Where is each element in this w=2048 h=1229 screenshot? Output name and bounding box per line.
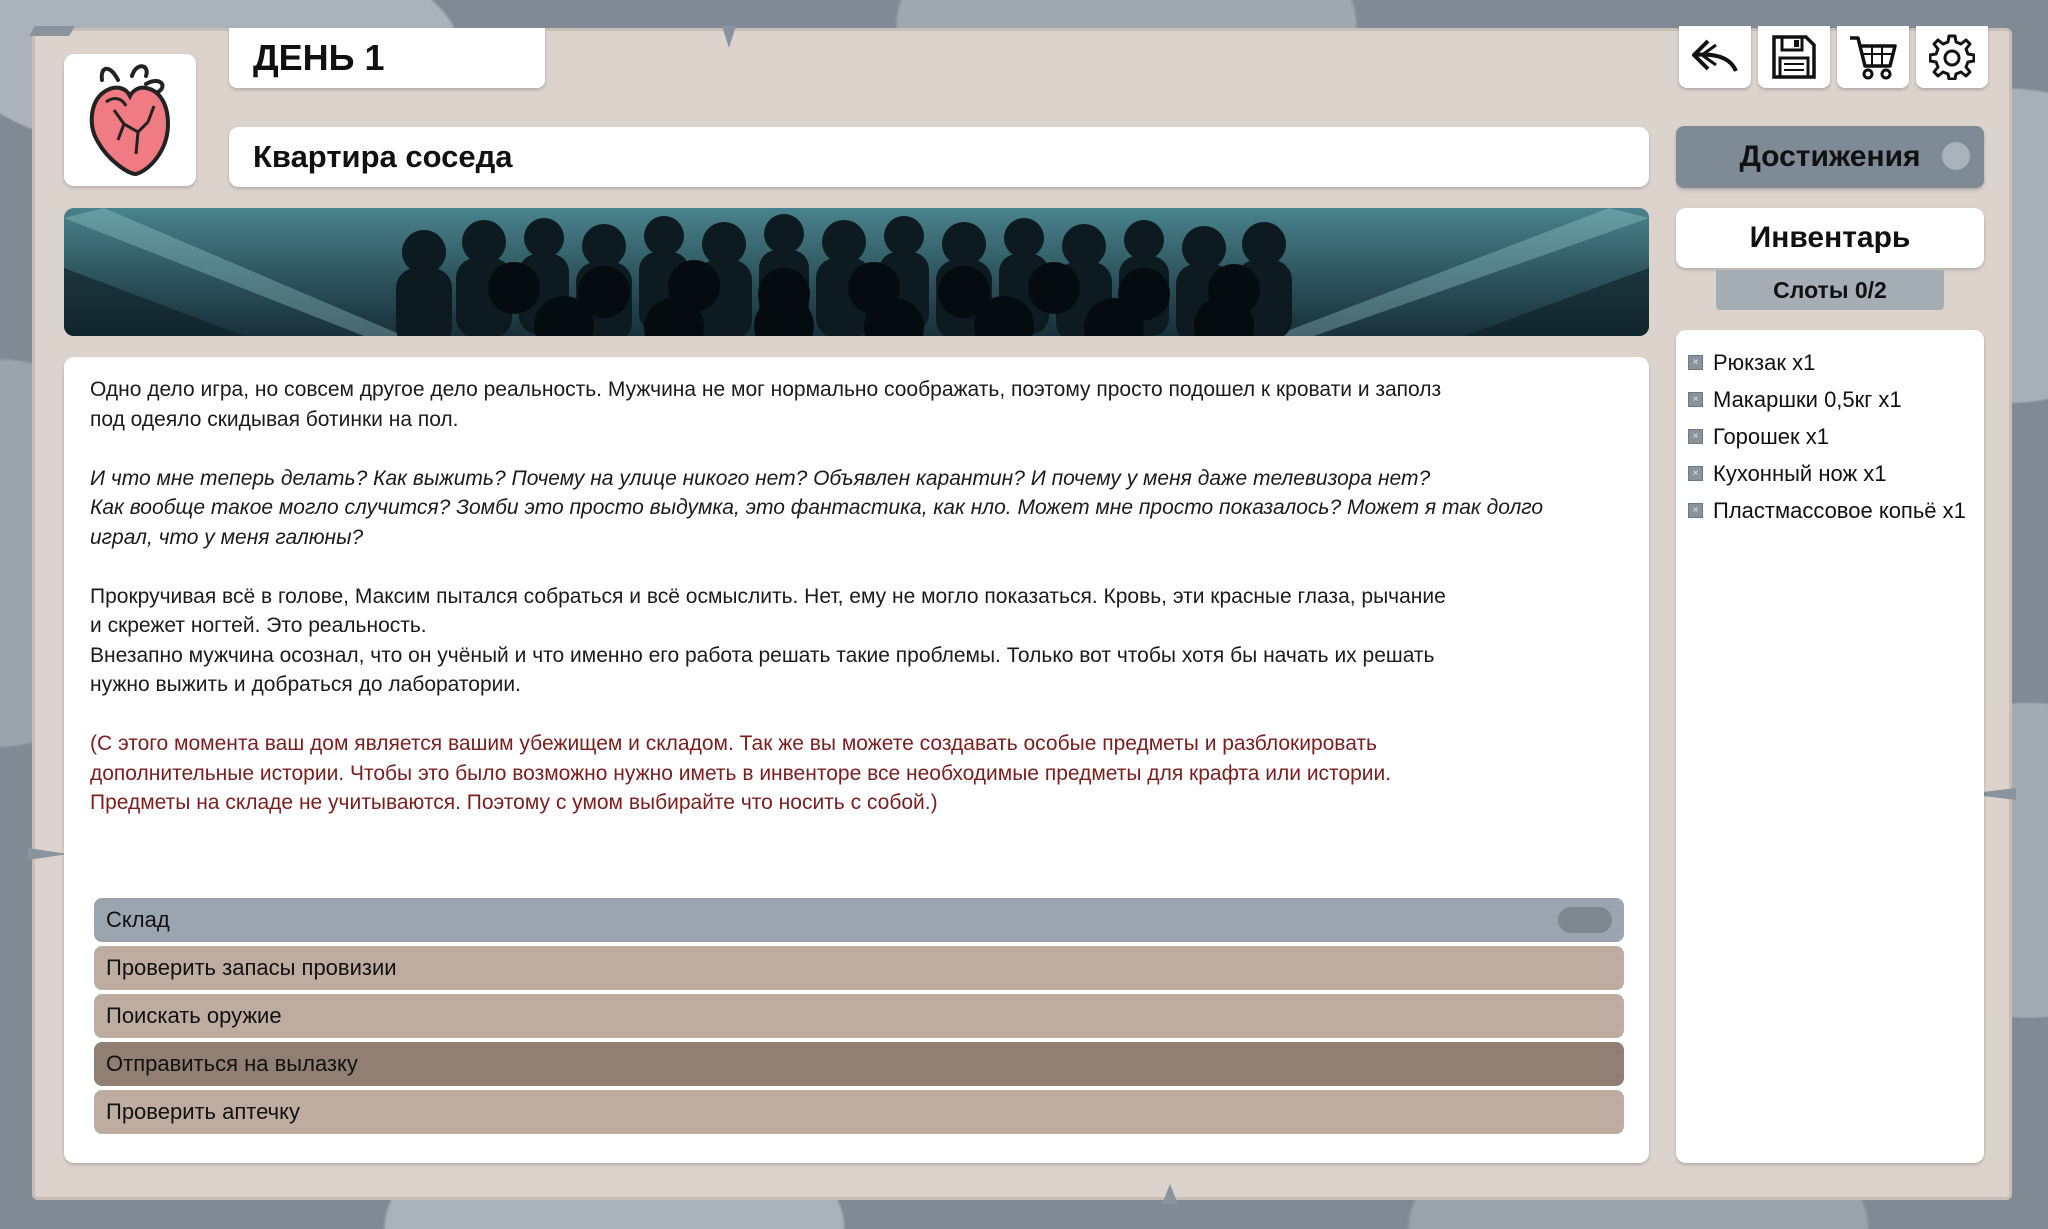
back-button[interactable] <box>1679 26 1751 88</box>
inventory-slots <box>1716 270 1944 310</box>
inventory-item[interactable] <box>1688 381 1972 418</box>
crowd-silhouette-image <box>64 208 1649 336</box>
location-title <box>229 127 1649 187</box>
anatomical-heart-icon <box>88 62 172 178</box>
inventory-item[interactable] <box>1688 455 1972 492</box>
story-paragraph: Одно дело игра, но совсем другое дело реальность. Мужчина не мог нормально соображать, поэтому просто подошел к кровати и заполз под одеяло скидывая ботинки на пол. <box>90 378 1442 431</box>
inventory-header <box>1676 208 1984 268</box>
achievements-label: Достижения <box>1739 140 1921 173</box>
scene-banner-image <box>64 208 1649 336</box>
inventory-item-label: Горошек х1 <box>1713 423 1830 449</box>
inventory-list <box>1676 330 1984 1163</box>
remove-item-icon[interactable]: × <box>1688 392 1703 407</box>
choice-label: Проверить запасы провизии <box>106 955 397 980</box>
choice-label: Проверить аптечку <box>106 1099 300 1124</box>
save-button[interactable] <box>1758 26 1830 88</box>
remove-item-icon[interactable]: × <box>1688 466 1703 481</box>
inventory-item[interactable] <box>1688 344 1972 381</box>
back-arrow-icon <box>1690 37 1740 77</box>
inventory-item-label: Макаршки 0,5кг х1 <box>1713 386 1902 412</box>
choice-label: Отправиться на вылазку <box>106 1051 358 1076</box>
choice-check-first-aid[interactable] <box>94 1090 1624 1134</box>
achievements-button[interactable] <box>1676 126 1984 188</box>
remove-item-icon[interactable]: × <box>1688 429 1703 444</box>
remove-item-icon[interactable]: × <box>1688 355 1703 370</box>
inventory-item[interactable] <box>1688 492 1972 529</box>
choice-list <box>94 898 1624 1138</box>
story-paragraph: Прокручивая всё в голове, Максим пытался собраться и всё осмыслить. Нет, ему не могло показаться. Кровь, эти красные глаза, рычание и скрежет ногтей. Это реальность. Внезапно мужчина осознал, что он учёный и что именно его работа решать такие проблемы. Только вот чтобы хотя бы начать их решать нужно выжить и добраться до лаборатории. <box>90 584 1446 696</box>
choice-storage[interactable] <box>94 898 1624 942</box>
choice-label: Поискать оружие <box>106 1003 282 1028</box>
choice-check-provisions[interactable] <box>94 946 1624 990</box>
inventory-item[interactable] <box>1688 418 1972 455</box>
day-text: ДЕНЬ 1 <box>253 37 385 78</box>
choice-go-outing[interactable] <box>94 1042 1624 1086</box>
achievements-indicator-icon <box>1942 142 1970 170</box>
story-system-note: (С этого момента ваш дом является вашим убежищем и складом. Так же вы можете создавать особые предметы и разблокировать дополнительные истории. Чтобы это было возможно нужно иметь в инвенторе все необходимые предметы для крафта или истории. Предметы на складе не учитываются. Поэтому с умом выбирайте что носить с собой.) <box>90 732 1392 814</box>
inventory-item-label: Кухонный нож х1 <box>1713 460 1887 486</box>
choice-label: Склад <box>106 907 170 932</box>
day-label <box>229 28 545 88</box>
location-text: Квартира соседа <box>253 139 513 174</box>
choice-search-weapon[interactable] <box>94 994 1624 1038</box>
cart-icon <box>1848 34 1898 80</box>
floppy-disk-icon <box>1771 34 1817 80</box>
settings-button[interactable] <box>1916 26 1988 88</box>
slots-count: Слоты 0/2 <box>1773 276 1887 303</box>
story-thoughts: И что мне теперь делать? Как выжить? Почему на улице никого нет? Объявлен карантин? И почему у меня даже телевизора нет? Как вообще такое могло случится? Зомби это просто выдумка, это фантастика, как нло. Может мне просто показалось? Может я так долго играл, что у меня галюны? <box>90 466 1544 549</box>
shop-button[interactable] <box>1837 26 1909 88</box>
inventory-title: Инвентарь <box>1749 221 1911 254</box>
inventory-item-label: Пластмассовое копьё х1 <box>1713 497 1966 523</box>
remove-item-icon[interactable]: × <box>1688 503 1703 518</box>
character-avatar <box>64 54 196 186</box>
storage-toggle[interactable] <box>1558 907 1612 933</box>
inventory-item-label: Рюкзак х1 <box>1713 349 1816 375</box>
gear-icon <box>1929 34 1975 80</box>
